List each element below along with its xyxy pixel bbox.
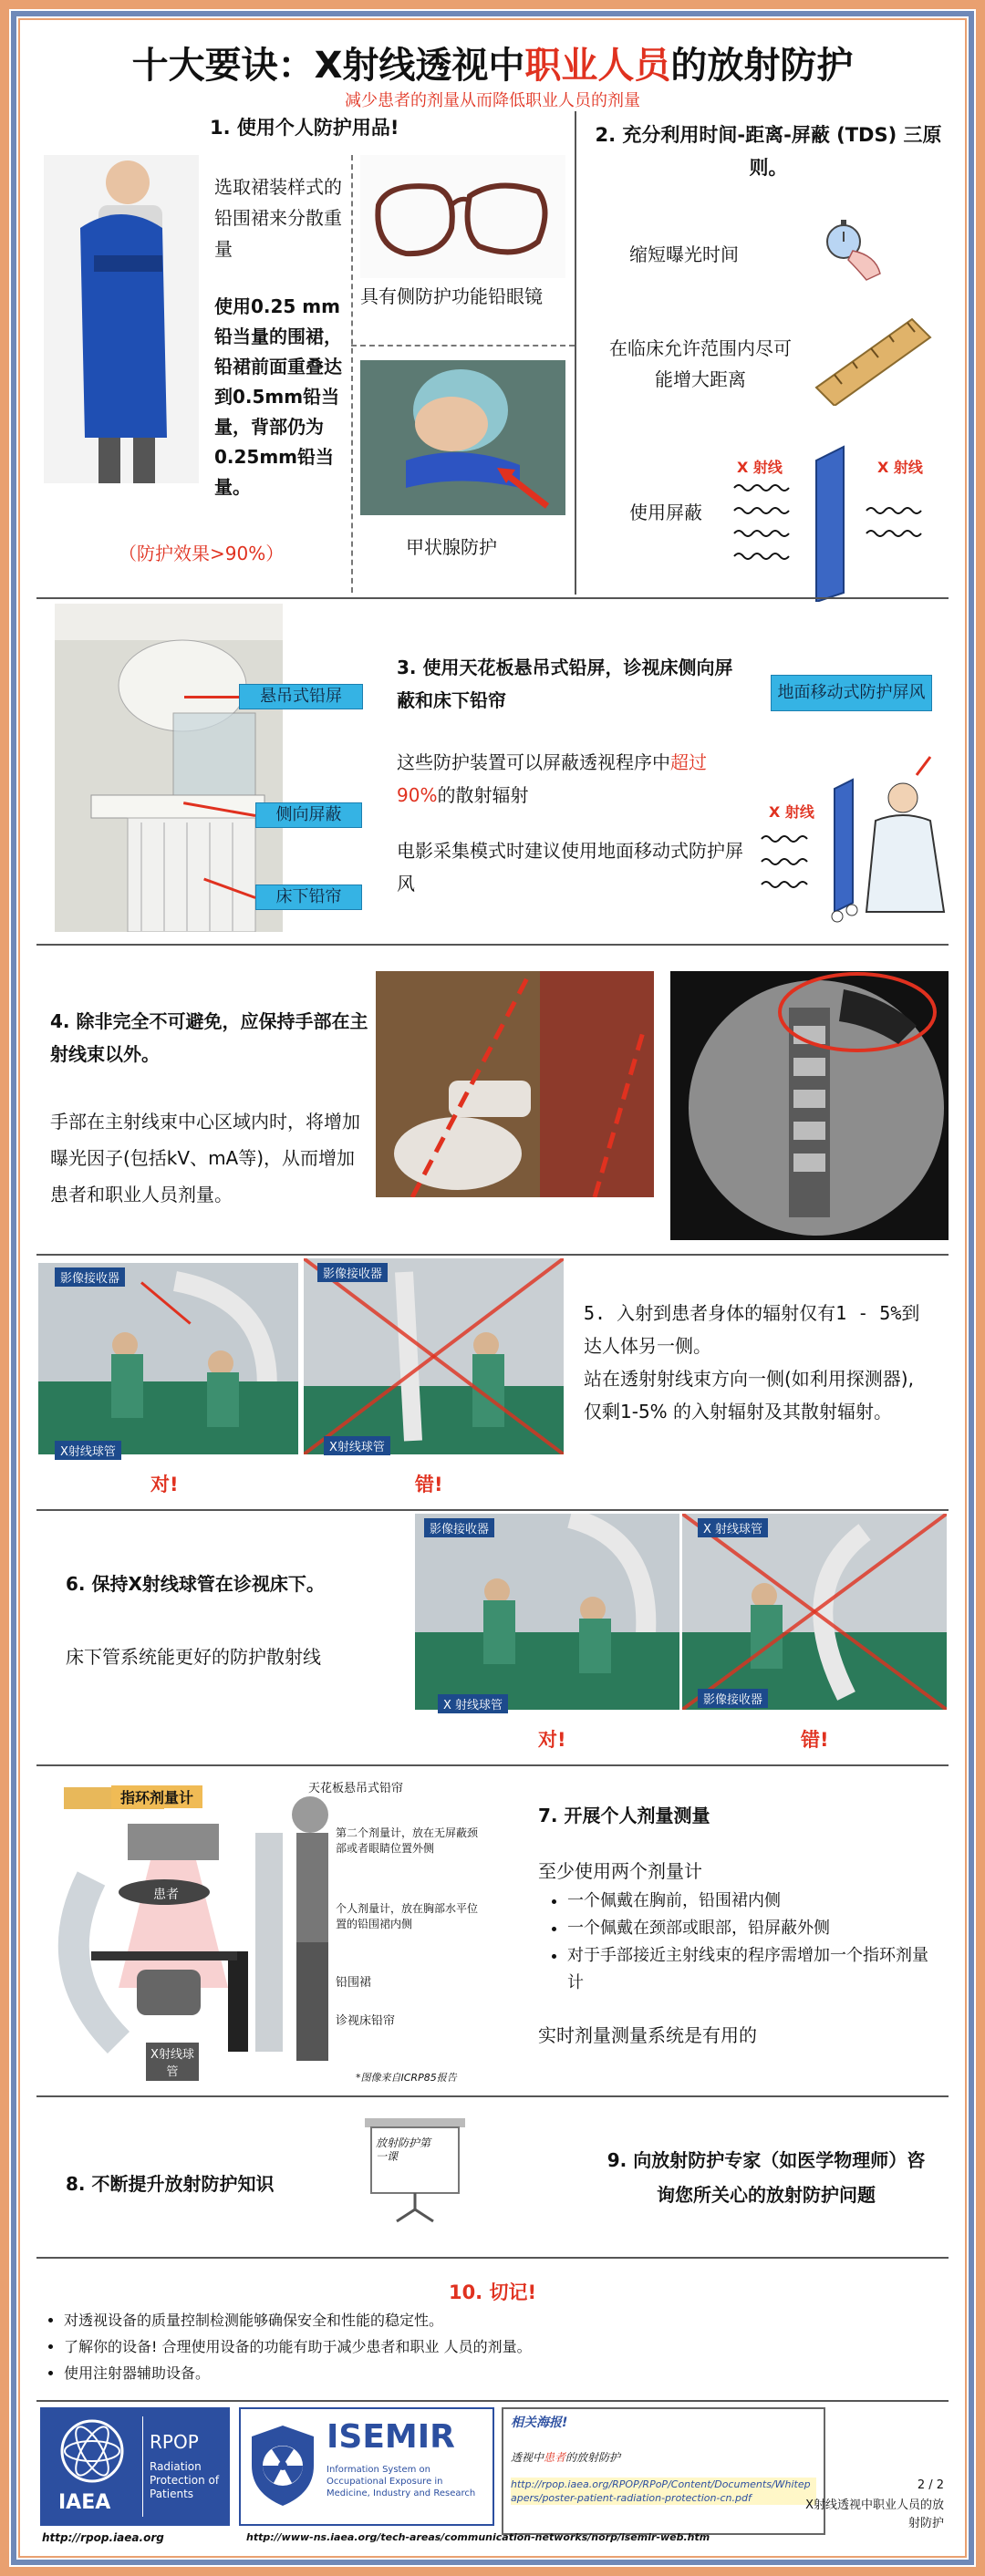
shield-wave-diagram: [730, 442, 944, 605]
s6a-tube-tag: X 射线球管: [438, 1694, 508, 1713]
s2-xray-left: X 射线: [737, 459, 783, 476]
s6-right-label: 对!: [538, 1729, 566, 1751]
s10-bullet: • 使用注射器辅助设备。: [64, 2360, 938, 2386]
page-title: 十大要诀：X射线透视中职业人员的放射防护: [131, 45, 854, 87]
second-dosimeter-label: 第二个剂量计，放在无屏蔽颈部或者眼睛位置外侧: [336, 1826, 479, 1855]
s1-heading: 1. 使用个人防护用品!: [210, 117, 399, 139]
rpop-text: RPOP: [150, 2431, 199, 2453]
wrong-position-photo-5: [304, 1258, 564, 1454]
footer-url-mid[interactable]: http://www-ns.iaea.org/tech-areas/communication-networks/norp/isemir-web.htm: [246, 2531, 710, 2543]
page-subtitle: 减少患者的剂量从而降低职业人员的剂量: [345, 91, 640, 110]
s1-divider-v: [351, 155, 353, 593]
s2-heading: 2. 充分利用时间-距离-屏蔽 (TDS) 三原则。: [595, 124, 942, 179]
callout-side-shield: 侧向屏蔽: [255, 802, 362, 828]
ruler-icon: [812, 315, 935, 409]
glasses-photo: [360, 155, 565, 278]
s5b-detector-tag: 影像接收器: [317, 1263, 388, 1282]
s6b-detector-tag: 影像接收器: [698, 1689, 768, 1708]
glasses-caption: 具有侧防护功能铅眼镜: [360, 285, 543, 307]
related-title: 相关海报!: [511, 2416, 568, 2430]
thyroid-caption: 甲状腺防护: [406, 536, 497, 558]
s3-heading: 3. 使用天花板悬吊式铅屏，诊视床侧向屏蔽和床下铅帘: [397, 657, 733, 711]
table-curtain-label: 诊视床铅帘: [336, 2014, 396, 2028]
divider-6: [36, 2095, 949, 2097]
page-number: 2 / 2: [917, 2478, 944, 2492]
s5-wrong-label: 错!: [415, 1474, 443, 1495]
s5a-detector-tag: 影像接收器: [55, 1267, 125, 1287]
iaea-divider: [142, 2416, 143, 2517]
s6a-detector-tag: 影像接收器: [424, 1518, 494, 1537]
s7-bullet: • 一个佩戴在胸前，铅围裙内侧: [567, 1888, 939, 1915]
s3-p1: 这些防护装置可以屏蔽透视程序中超过90%的散射辐射: [397, 751, 707, 806]
isemir-text: ISEMIR: [327, 2418, 455, 2456]
mobile-screen-diagram: [757, 748, 949, 929]
isemir-logo: [239, 2407, 494, 2526]
s4-heading: 4. 除非完全不可避免，应保持手部在主射线束以外。: [50, 1010, 368, 1065]
s7-realtime: 实时剂量测量系统是有用的: [538, 2024, 757, 2046]
icrp-source: *图像来自ICRP85报告: [356, 2072, 457, 2084]
s10-bullet: • 了解你的设备! 合理使用设备的功能有助于减少患者和职业 人员的剂量。: [64, 2333, 938, 2360]
projector-screen-icon: [360, 2114, 470, 2227]
s7-heading: 7. 开展个人剂量测量: [538, 1805, 710, 1826]
s1-s2-divider: [575, 111, 576, 595]
apron-label: 铅围裙: [336, 1976, 372, 1990]
s4-p1: 手部在主射线束中心区域内时，将增加曝光因子(包括kV、mA等)，从而增加患者和职业人员剂量。: [50, 1111, 360, 1205]
related-poster-box: [502, 2407, 825, 2535]
arrow-ceiling: [184, 696, 239, 698]
thyroid-photo: [360, 360, 565, 515]
divider-8: [36, 2400, 949, 2402]
divider-1: [36, 597, 949, 599]
s10-bullet: • 对透视设备的质量控制检测能够确保安全和性能的稳定性。: [64, 2307, 938, 2333]
divider-5: [36, 1764, 949, 1766]
ceiling-curtain-label: 天花板悬吊式铅帘: [308, 1782, 404, 1795]
s3-xray: X 射线: [769, 803, 814, 821]
xray-hand-image: [670, 971, 949, 1240]
related-poster-link[interactable]: http://rpop.iaea.org/RPOP/RPoP/Content/Documents/Whitepapers/poster-patient-radiation-protection-cn.pdf: [511, 2478, 816, 2505]
callout-mobile-screen: 地面移动式防护屏风: [771, 675, 932, 711]
hand-near-beam-photo: [376, 971, 654, 1197]
s10-heading: 10. 切记!: [448, 2281, 537, 2303]
iaea-text: IAEA: [58, 2491, 111, 2514]
callout-ceiling-shield: 悬吊式铅屏: [239, 684, 363, 709]
s7-bullet: • 对于手部接近主射线束的程序需增加一个指环剂量计: [567, 1942, 939, 1997]
correct-position-photo-6: [415, 1514, 679, 1710]
s2-shield: 使用屏蔽: [629, 502, 702, 523]
s2-distance: 在临床允许范围内尽可能增大距离: [609, 337, 792, 390]
apron-photo: [44, 155, 199, 483]
s5b-tube-tag: X射线球管: [324, 1436, 390, 1455]
related-poster-title: 透视中患者的放射防护: [511, 2451, 621, 2464]
divider-4: [36, 1509, 949, 1511]
divider-3: [36, 1254, 949, 1256]
divider-2: [36, 944, 949, 946]
s1-divider-h: [351, 345, 575, 347]
s1-apron-spec: 使用0.25 mm铅当量的围裙，铅裙前面重叠达到0.5mm铅当量，背部仍为0.25mm铅当量。: [214, 295, 342, 498]
s5-text1: 5. 入射到患者身体的辐射仅有1 - 5%到达人体另一侧。: [584, 1302, 920, 1357]
ceiling-shield-photo: [55, 604, 283, 932]
stopwatch-icon: [816, 205, 889, 286]
s6-heading: 6. 保持X射线球管在诊视床下。: [66, 1573, 325, 1595]
iaea-rpop-logo: [40, 2407, 230, 2526]
projector-text: 放射防护第一课: [376, 2136, 431, 2163]
s7-bullet-list: [547, 1888, 939, 1997]
footer-url-left[interactable]: http://rpop.iaea.org: [42, 2531, 164, 2544]
rpop-subtitle: Radiation Protection of Patients: [150, 2460, 220, 2500]
wrong-position-photo-6: [682, 1514, 947, 1710]
personal-dosimeter-label: 个人剂量计，放在胸部水平位置的铅围裙内侧: [336, 1902, 479, 1930]
footer-page-title: X射线透视中职业人员的放射防护: [805, 2498, 944, 2530]
tube-label: X射线球管: [146, 2043, 199, 2081]
s2-time: 缩短曝光时间: [629, 243, 739, 265]
s10-bullet-list: [44, 2307, 938, 2386]
s7-sub: 至少使用两个剂量计: [538, 1860, 702, 1882]
s6-p1: 床下管系统能更好的防护散射线: [66, 1646, 321, 1668]
s3-p2: 电影采集模式时建议使用地面移动式防护屏风: [397, 840, 743, 895]
s6-wrong-label: 错!: [801, 1729, 829, 1751]
s5-right-label: 对!: [150, 1474, 179, 1495]
s5-text2: 站在透射射线束方向一侧(如利用探测器), 仅剩1-5% 的入射辐射及其散射辐射。: [584, 1368, 914, 1422]
correct-position-photo-5: [38, 1263, 298, 1454]
divider-7: [36, 2257, 949, 2259]
s9-text: 9. 向放射防护专家（如医学物理师）咨询您所关心的放射防护问题: [607, 2149, 926, 2206]
s6b-tube-tag: X 射线球管: [698, 1518, 768, 1537]
s8-text: 8. 不断提升放射防护知识: [66, 2173, 275, 2195]
callout-table-curtain: 床下铅帘: [255, 885, 362, 910]
s1-apron-style: 选取裙装样式的铅围裙来分散重量: [214, 176, 342, 260]
s5a-tube-tag: X射线球管: [55, 1441, 121, 1460]
s2-xray-right: X 射线: [877, 459, 923, 476]
s1-effect: （防护效果>90%）: [119, 543, 285, 564]
s7-bullet: • 一个佩戴在颈部或眼部，铅屏蔽外侧: [567, 1915, 939, 1942]
ring-dosimeter-label: 指环剂量计: [111, 1785, 202, 1808]
isemir-subtitle: Information System on Occupational Exposure in Medicine, Industry and Research: [327, 2465, 476, 2498]
patient-label: 患者: [146, 1885, 186, 1903]
